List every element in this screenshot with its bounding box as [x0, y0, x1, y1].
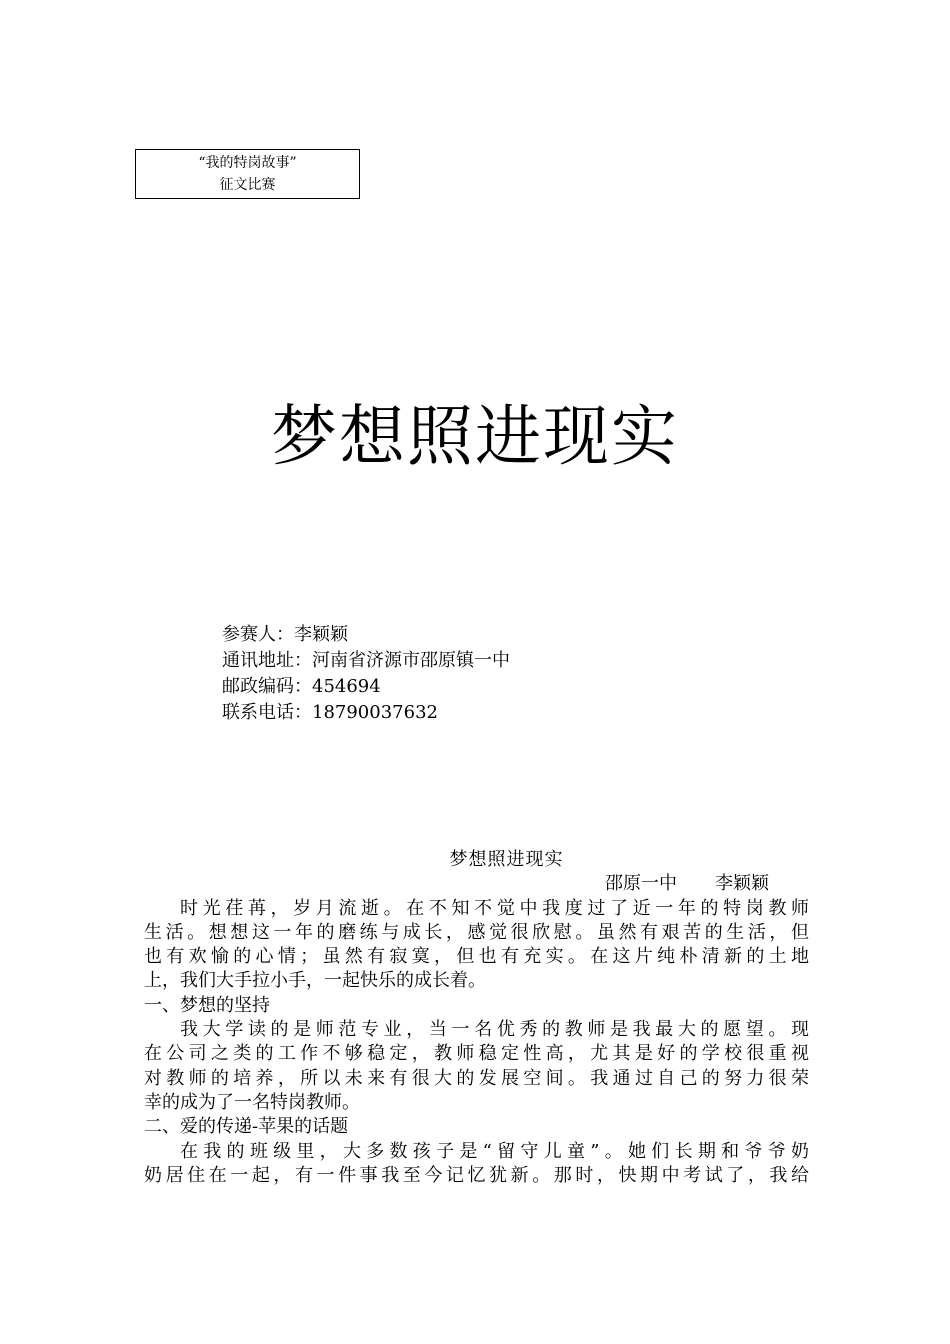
paragraph-line: 也有欢愉的心情；虽然有寂寞，但也有充实。在这片纯朴清新的土地 — [144, 946, 809, 968]
paragraph-line: 幸的成为了一名特岗教师。 — [144, 1091, 360, 1113]
paragraph-line: 时光荏苒，岁月流逝。在不知不觉中我度过了近一年的特岗教师 — [180, 897, 809, 919]
paragraph-line: 对教师的培养，所以未来有很大的发展空间。我通过自己的努力很荣 — [144, 1067, 809, 1089]
info-address — [222, 648, 510, 674]
byline-school: 邵原一中 — [605, 873, 677, 895]
info-value: 河南省济源市邵原镇一中 — [312, 650, 510, 671]
info-postcode — [222, 674, 510, 700]
paragraph-line: 上，我们大手拉小手，一起快乐的成长着。 — [144, 970, 486, 992]
info-label: 通讯地址： — [222, 650, 312, 671]
info-phone — [222, 700, 510, 726]
contest-label-box — [135, 149, 360, 199]
essay-byline — [144, 872, 809, 896]
info-value: 454694 — [312, 676, 381, 697]
section-heading: 二、爱的传递-苹果的话题 — [144, 1116, 349, 1138]
paragraph-line: 在公司之类的工作不够稳定，教师稳定性高，尤其是好的学校很重视 — [144, 1043, 809, 1065]
info-contestant — [222, 622, 510, 648]
info-value: 18790037632 — [312, 702, 438, 723]
info-label: 参赛人： — [222, 624, 294, 645]
contest-type: 征文比赛 — [219, 177, 276, 193]
contestant-info — [222, 622, 510, 726]
info-value: 李颖颖 — [294, 624, 348, 645]
contest-name: “我的特岗故事” — [198, 155, 297, 171]
section-heading: 一、梦想的坚持 — [144, 994, 270, 1016]
byline-author: 李颖颖 — [715, 873, 769, 895]
info-label: 邮政编码： — [222, 676, 312, 697]
essay-body — [144, 848, 809, 1188]
paragraph-line: 我大学读的是师范专业，当一名优秀的教师是我最大的愿望。现 — [180, 1019, 809, 1041]
paragraph-line: 在我的班级里，大多数孩子是“留守儿童”。她们长期和爷爷奶 — [180, 1140, 809, 1162]
cover-title: 梦想照进现实 — [271, 398, 679, 475]
essay-title: 梦想照进现实 — [449, 849, 564, 870]
paragraph-line: 奶居住在一起，有一件事我至今记忆犹新。那时，快期中考试了，我给 — [144, 1164, 809, 1186]
info-label: 联系电话： — [222, 702, 312, 723]
paragraph-line: 生活。想想这一年的磨练与成长，感觉很欣慰。虽然有艰苦的生活，但 — [144, 921, 809, 943]
